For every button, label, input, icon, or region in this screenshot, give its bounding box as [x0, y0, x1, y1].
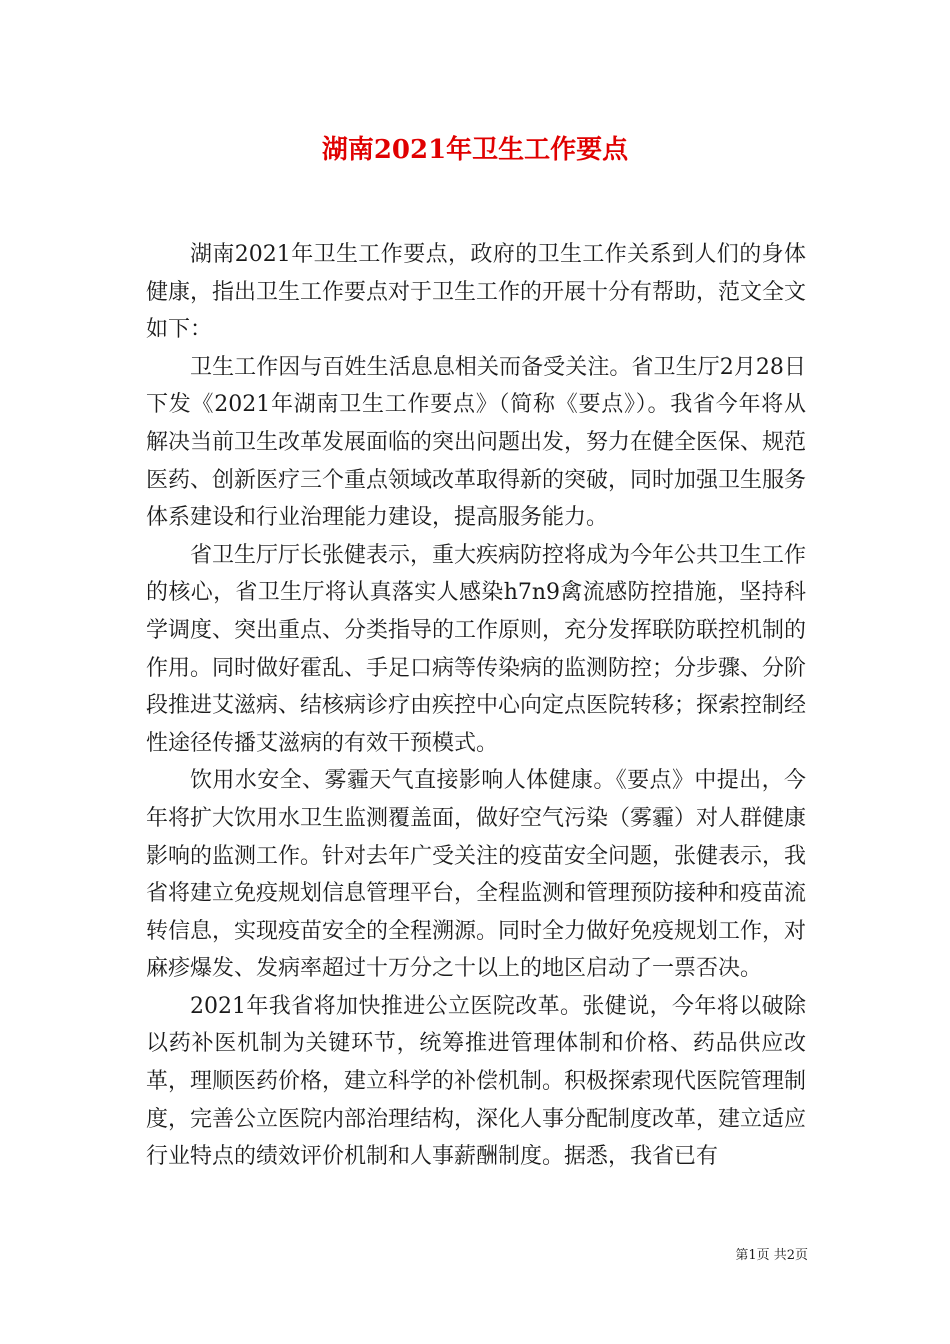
paragraph-disease-control: 省卫生厅厅长张健表示，重大疾病防控将成为今年公共卫生工作的核心，省卫生厅将认真落实人感染h7n9禽流感防控措施，坚持科学调度、突出重点、分类指导的工作原则，充分发挥联防联控机制的作用。同时做好霍乱、手足口病等传染病的监测防控；分步骤、分阶段推进艾滋病、结核病诊疗由疾控中心向定点医院转移；探索控制经性途径传播艾滋病的有效干预模式。	[146, 542, 807, 756]
paragraph-overview: 卫生工作因与百姓生活息息相关而备受关注。省卫生厅2月28日下发《2021年湖南卫生工作要点》（简称《要点》）。我省今年将从解决当前卫生改革发展面临的突出问题出发，努力在健全医保、规范医药、创新医疗三个重点领域改革取得新的突破，同时加强卫生服务体系建设和行业治理能力建设，提高服务能力。	[146, 354, 807, 531]
paragraph-hospital-reform: 2021年我省将加快推进公立医院改革。张健说，今年将以破除以药补医机制为关键环节，统筹推进管理体制和价格、药品供应改革，理顺医药价格，建立科学的补偿机制。积极探索现代医院管理制度，完善公立医院内部治理结构，深化人事分配制度改革，建立适应行业特点的绩效评价机制和人事薪酬制度。据悉，我省已有	[146, 993, 807, 1170]
paragraph-intro: 湖南2021年卫生工作要点，政府的卫生工作关系到人们的身体健康，指出卫生工作要点对于卫生工作的开展十分有帮助，范文全文如下：	[146, 242, 807, 343]
page-title: 湖南2021年卫生工作要点	[321, 135, 629, 165]
paragraph-water-vaccine: 饮用水安全、雾霾天气直接影响人体健康。《要点》中提出，今年将扩大饮用水卫生监测覆盖面，做好空气污染（雾霾）对人群健康影响的监测工作。针对去年广受关注的疫苗安全问题，张健表示，我省将建立免疫规划信息管理平台，全程监测和管理预防接种和疫苗流转信息，实现疫苗安全的全程溯源。同时全力做好免疫规划工作，对麻疹爆发、发病率超过十万分之十以上的地区启动了一票否决。	[146, 768, 807, 982]
document-body	[146, 236, 806, 1176]
page-number-footer: 第1页 共2页	[735, 1248, 808, 1263]
